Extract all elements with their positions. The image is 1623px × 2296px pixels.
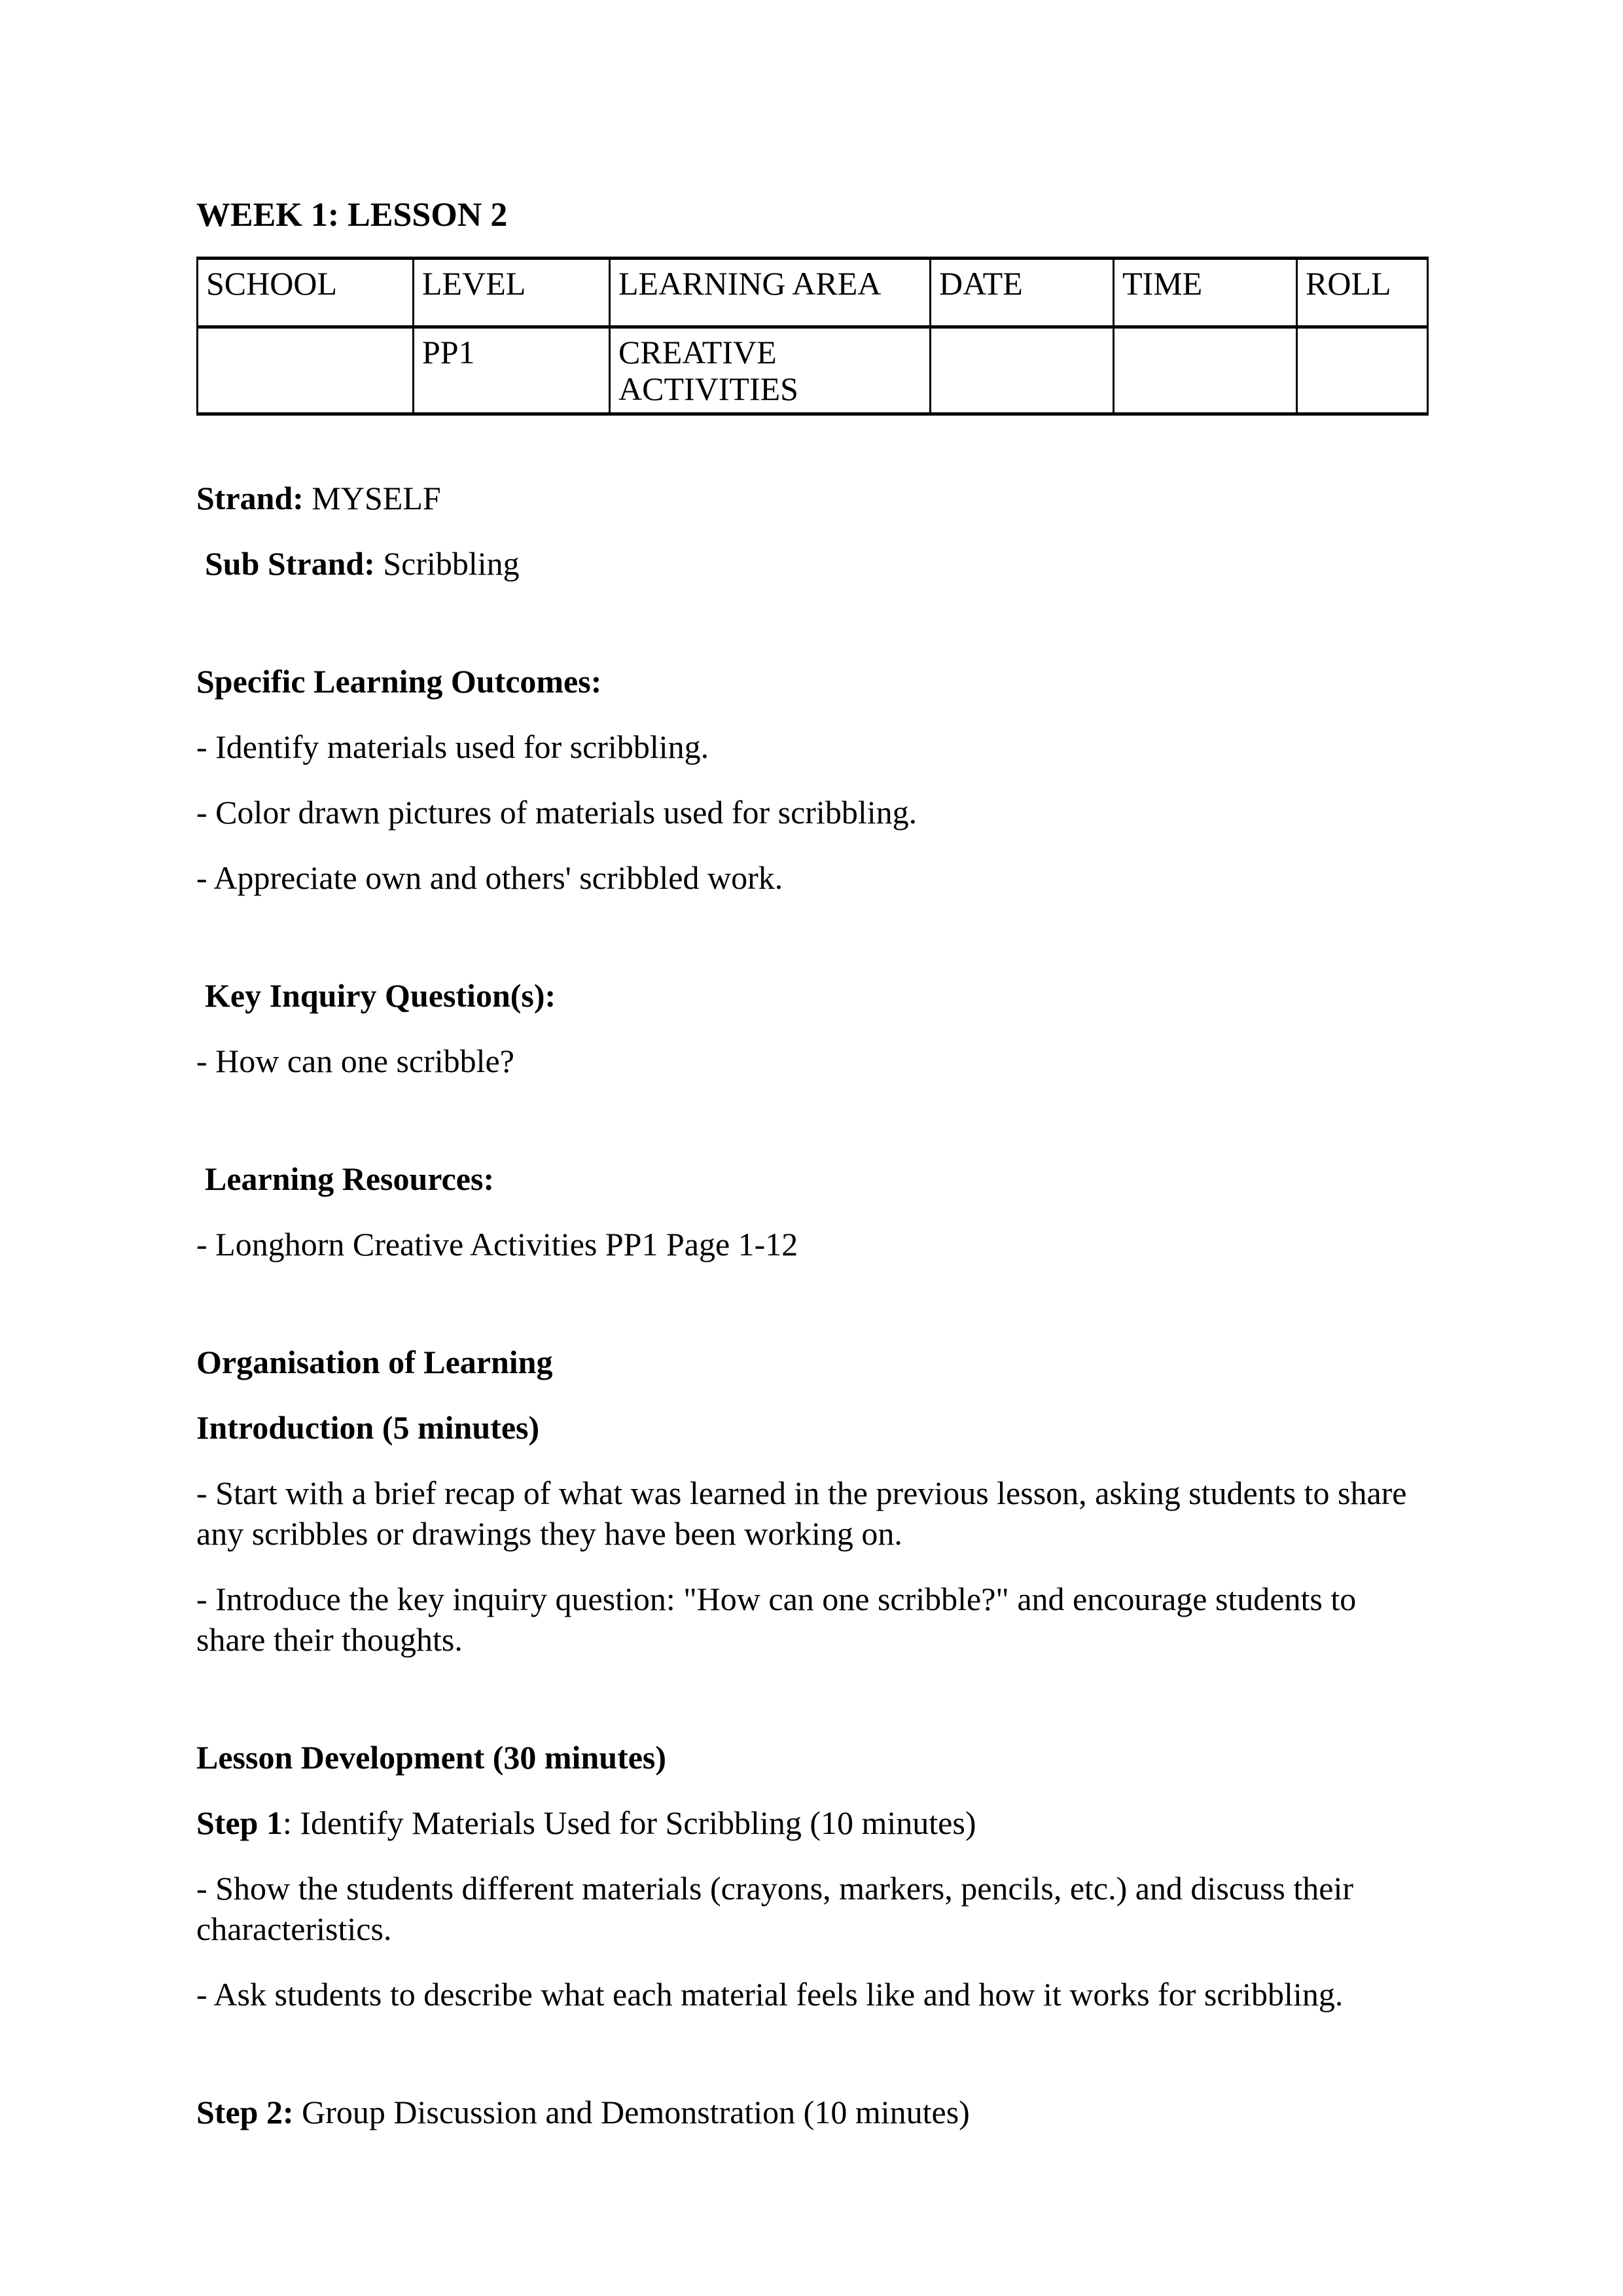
- table-cell-level: PP1: [414, 327, 610, 414]
- table-cell-roll: [1297, 327, 1428, 414]
- sub-strand-line: [196, 543, 1427, 584]
- introduction-item: - Introduce the key inquiry question: "How can one scribble?" and encourage students to share their thoughts.: [196, 1581, 1357, 1658]
- table-header-row: [198, 259, 1428, 327]
- table-header-level: LEVEL: [414, 259, 610, 327]
- step1-item: - Show the students different materials (crayons, markers, pencils, etc.) and discuss their characteristics.: [196, 1870, 1354, 1947]
- step1-label: Step 1: [196, 1804, 283, 1841]
- step1-text: : Identify Materials Used for Scribbling (10 minutes): [282, 1804, 976, 1841]
- sub-strand-value: Scribbling: [374, 545, 520, 582]
- table-cell-time: [1114, 327, 1297, 414]
- introduction-heading: Introduction (5 minutes): [196, 1409, 540, 1446]
- table-header-time: TIME: [1114, 259, 1297, 327]
- step2-line: [196, 2092, 1427, 2132]
- table-header-school: SCHOOL: [198, 259, 414, 327]
- strand-line: [196, 478, 1427, 518]
- step1-item: - Ask students to describe what each material feels like and how it works for scribbling.: [196, 1976, 1344, 2013]
- table-cell-school: [198, 327, 414, 414]
- introduction-item: - Start with a brief recap of what was learned in the previous lesson, asking students to share any scribbles or drawings they have been working on.: [196, 1475, 1407, 1552]
- page-title: WEEK 1: LESSON 2: [196, 196, 508, 234]
- resource-item: - Longhorn Creative Activities PP1 Page 1-12: [196, 1226, 798, 1263]
- step2-text: Group Discussion and Demonstration (10 minutes): [293, 2094, 970, 2130]
- sub-strand-label: Sub Strand:: [205, 545, 375, 582]
- resources-heading: Learning Resources:: [205, 1160, 495, 1197]
- table-header-roll: ROLL: [1297, 259, 1428, 327]
- table-header-learning-area: LEARNING AREA: [610, 259, 931, 327]
- lesson-development-heading: Lesson Development (30 minutes): [196, 1739, 667, 1776]
- outcomes-heading: Specific Learning Outcomes:: [196, 663, 602, 700]
- step1-line: [196, 1803, 1427, 1843]
- key-inquiry-item: - How can one scribble?: [196, 1043, 514, 1079]
- table-cell-date: [931, 327, 1114, 414]
- table-data-row: [198, 327, 1428, 414]
- strand-value: MYSELF: [303, 480, 441, 516]
- outcome-item: - Appreciate own and others' scribbled work.: [196, 859, 783, 896]
- lesson-info-table: [196, 257, 1429, 416]
- table-header-date: DATE: [931, 259, 1114, 327]
- key-inquiry-heading: Key Inquiry Question(s):: [205, 977, 556, 1014]
- outcome-item: - Identify materials used for scribbling.: [196, 728, 709, 765]
- organisation-heading: Organisation of Learning: [196, 1344, 553, 1380]
- step2-label: Step 2:: [196, 2094, 294, 2130]
- outcome-item: - Color drawn pictures of materials used for scribbling.: [196, 794, 918, 831]
- table-cell-learning-area: CREATIVE ACTIVITIES: [610, 327, 931, 414]
- strand-label: Strand:: [196, 480, 304, 516]
